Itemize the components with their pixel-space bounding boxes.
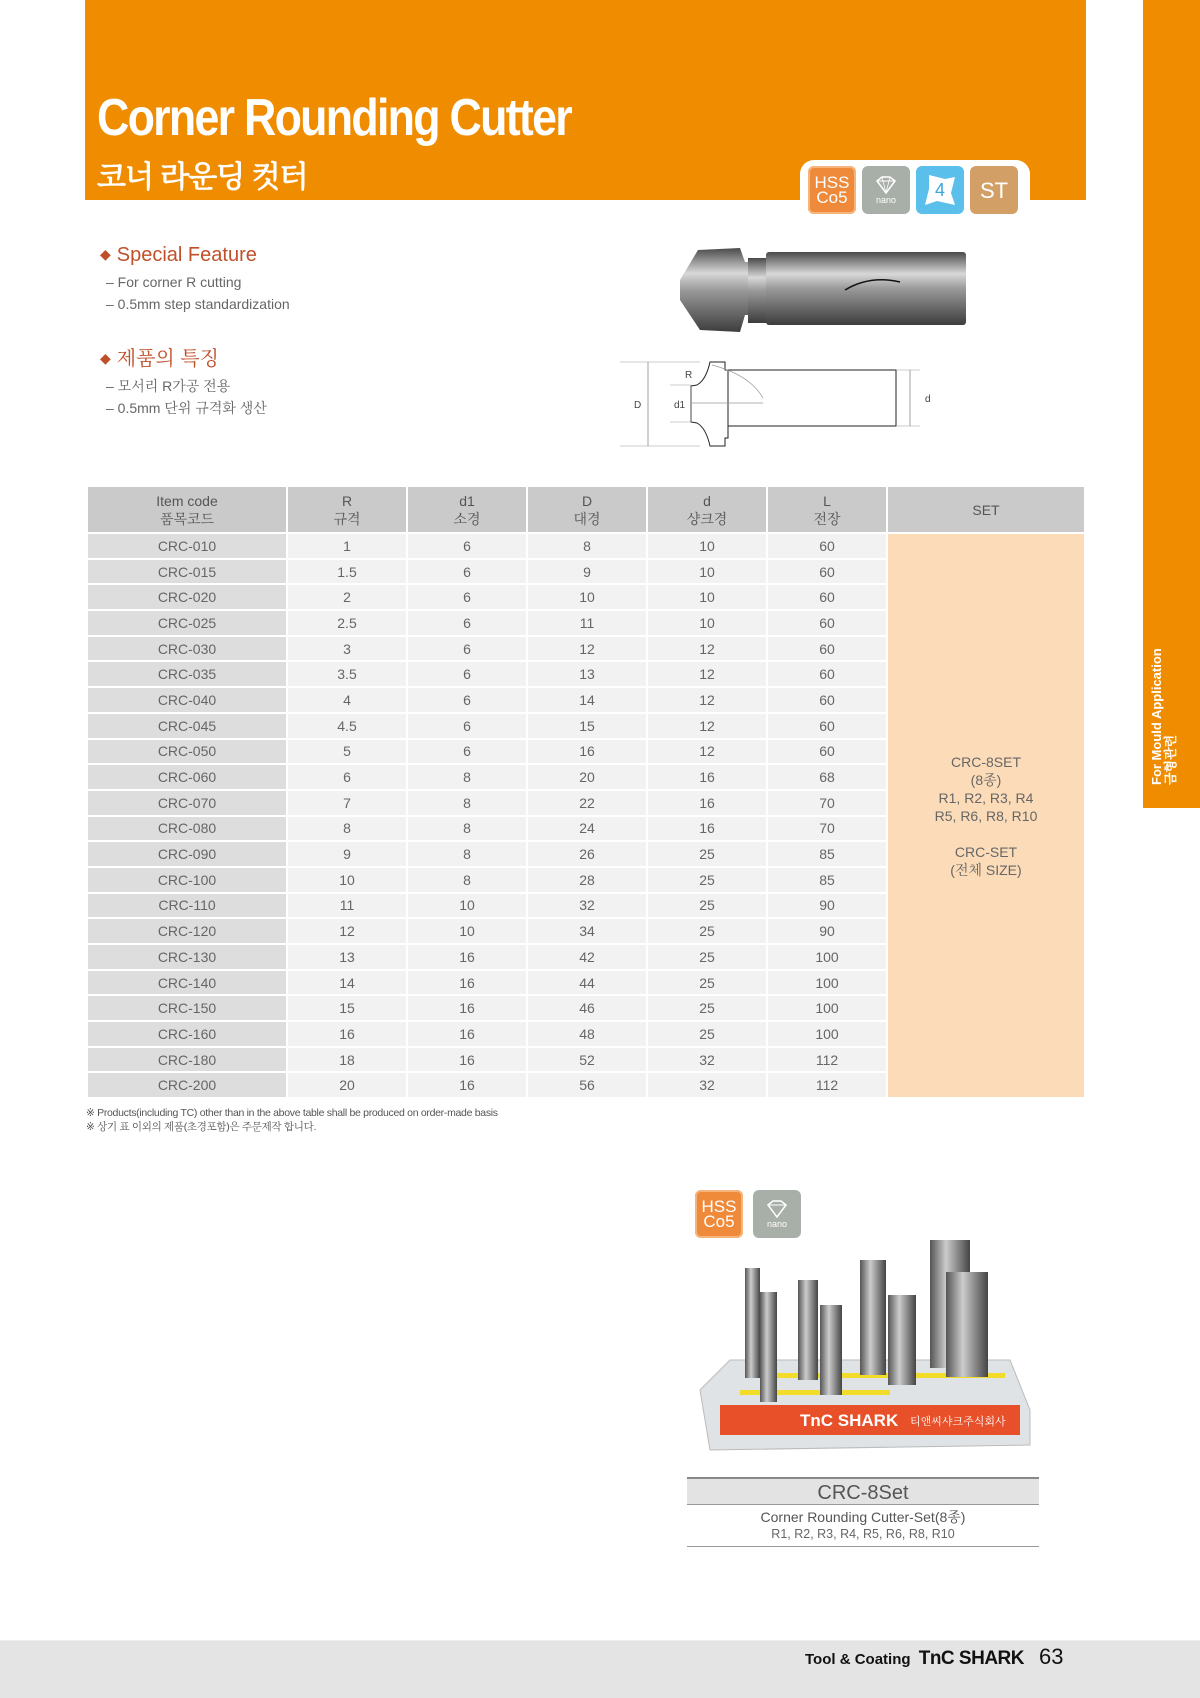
cell-r: 2.5 bbox=[288, 611, 406, 635]
set-info-line2: (8종) bbox=[970, 771, 1002, 788]
cell-item-code: CRC-140 bbox=[88, 971, 286, 995]
set-badge-nano-label: nano bbox=[766, 1218, 788, 1229]
cell-d: 12 bbox=[648, 740, 766, 764]
cell-D: 16 bbox=[528, 740, 646, 764]
cell-d1: 10 bbox=[408, 894, 526, 918]
col-header-set: SET bbox=[888, 487, 1084, 532]
cell-D: 22 bbox=[528, 791, 646, 815]
col-header-L: L 전장 bbox=[768, 487, 886, 532]
feature-heading-ko bbox=[100, 342, 267, 371]
cell-d1: 16 bbox=[408, 1073, 526, 1097]
cell-r: 5 bbox=[288, 740, 406, 764]
cell-L: 60 bbox=[768, 534, 886, 558]
cell-D: 13 bbox=[528, 662, 646, 686]
cell-r: 11 bbox=[288, 894, 406, 918]
cell-d: 25 bbox=[648, 971, 766, 995]
col-header-d: d 샹크경 bbox=[648, 487, 766, 532]
cell-D: 44 bbox=[528, 971, 646, 995]
cell-L: 60 bbox=[768, 637, 886, 661]
cell-item-code: CRC-015 bbox=[88, 560, 286, 584]
cell-d1: 6 bbox=[408, 534, 526, 558]
cell-D: 48 bbox=[528, 1022, 646, 1046]
cell-D: 9 bbox=[528, 560, 646, 584]
cell-d1: 8 bbox=[408, 765, 526, 789]
dim-label-R: R bbox=[685, 370, 693, 381]
dimension-drawing bbox=[620, 360, 1000, 448]
cell-D: 42 bbox=[528, 945, 646, 969]
cell-L: 90 bbox=[768, 919, 886, 943]
set-badge-hss-line1: HSS bbox=[701, 1197, 737, 1216]
cell-D: 14 bbox=[528, 688, 646, 712]
cell-item-code: CRC-035 bbox=[88, 662, 286, 686]
cell-D: 52 bbox=[528, 1048, 646, 1072]
badge-nano-label: nano bbox=[875, 194, 897, 205]
footer-tagline: Tool & Coating bbox=[805, 1651, 911, 1668]
feature-heading-en bbox=[100, 244, 290, 267]
page-subtitle-ko: 코너 라운딩 컷터 bbox=[97, 161, 308, 194]
cell-r: 20 bbox=[288, 1073, 406, 1097]
cell-d: 10 bbox=[648, 585, 766, 609]
side-tab-ko: 금형관련 bbox=[1163, 734, 1178, 785]
cell-L: 100 bbox=[768, 1022, 886, 1046]
cell-D: 15 bbox=[528, 714, 646, 738]
feature-item: – For corner R cutting bbox=[106, 274, 242, 290]
badge-tray bbox=[800, 160, 1030, 220]
cell-L: 60 bbox=[768, 714, 886, 738]
table-header-row bbox=[88, 487, 1084, 532]
cell-d: 12 bbox=[648, 714, 766, 738]
diamond-bullet-icon: ◆ bbox=[100, 350, 111, 366]
set-name: CRC-8Set bbox=[687, 1477, 1039, 1505]
feature-item: – 0.5mm 단위 규격화 생산 bbox=[106, 400, 267, 416]
cell-L: 85 bbox=[768, 868, 886, 892]
cell-D: 56 bbox=[528, 1073, 646, 1097]
cell-D: 34 bbox=[528, 919, 646, 943]
cell-d: 12 bbox=[648, 688, 766, 712]
cell-D: 28 bbox=[528, 868, 646, 892]
cell-d1: 16 bbox=[408, 1048, 526, 1072]
cell-d1: 6 bbox=[408, 714, 526, 738]
set-info-line3: R1, R2, R3, R4 bbox=[938, 789, 1034, 806]
footer-brand-line bbox=[805, 1648, 1024, 1670]
footnotes bbox=[86, 1106, 498, 1134]
cell-item-code: CRC-070 bbox=[88, 791, 286, 815]
cell-r: 6 bbox=[288, 765, 406, 789]
cell-L: 60 bbox=[768, 611, 886, 635]
cell-d1: 6 bbox=[408, 611, 526, 635]
cell-d: 25 bbox=[648, 868, 766, 892]
footer-brand: TnC SHARK bbox=[918, 1648, 1024, 1669]
cell-d1: 6 bbox=[408, 560, 526, 584]
cutter-set-photo bbox=[690, 1240, 1040, 1460]
feature-heading-en-text: Special Feature bbox=[116, 244, 257, 266]
straight-shank-badge-icon bbox=[970, 166, 1018, 214]
cell-item-code: CRC-130 bbox=[88, 945, 286, 969]
cell-item-code: CRC-040 bbox=[88, 688, 286, 712]
set-info-line6: (전체 SIZE) bbox=[950, 861, 1022, 878]
cell-r: 16 bbox=[288, 1022, 406, 1046]
dim-label-d1: d1 bbox=[674, 400, 686, 411]
cutter-product-photo bbox=[670, 240, 970, 335]
set-info-line4: R5, R6, R8, R10 bbox=[934, 807, 1038, 824]
cell-L: 60 bbox=[768, 560, 886, 584]
cell-D: 10 bbox=[528, 585, 646, 609]
cell-d: 25 bbox=[648, 919, 766, 943]
col-header-item-code: Item code 품목코드 bbox=[88, 487, 286, 532]
diamond-bullet-icon: ◆ bbox=[100, 246, 111, 262]
cell-item-code: CRC-180 bbox=[88, 1048, 286, 1072]
hss-co5-badge-icon bbox=[808, 166, 856, 214]
hss-co5-badge-icon bbox=[695, 1190, 743, 1238]
side-tab-label bbox=[1150, 635, 1178, 785]
cell-L: 100 bbox=[768, 971, 886, 995]
cell-D: 8 bbox=[528, 534, 646, 558]
cell-L: 100 bbox=[768, 996, 886, 1020]
cell-d: 25 bbox=[648, 894, 766, 918]
cell-d: 25 bbox=[648, 945, 766, 969]
cell-d: 25 bbox=[648, 1022, 766, 1046]
cell-d1: 6 bbox=[408, 662, 526, 686]
cell-d1: 10 bbox=[408, 919, 526, 943]
cell-item-code: CRC-090 bbox=[88, 842, 286, 866]
cell-L: 112 bbox=[768, 1073, 886, 1097]
spec-table bbox=[86, 485, 1086, 1099]
cell-d: 25 bbox=[648, 842, 766, 866]
cell-item-code: CRC-030 bbox=[88, 637, 286, 661]
cell-d1: 8 bbox=[408, 791, 526, 815]
footnote-ko: ※ 상기 표 이외의 제품(초경포함)은 주문제작 합니다. bbox=[86, 1121, 317, 1133]
cell-d: 12 bbox=[648, 662, 766, 686]
cell-item-code: CRC-050 bbox=[88, 740, 286, 764]
cell-D: 46 bbox=[528, 996, 646, 1020]
cell-d1: 6 bbox=[408, 637, 526, 661]
cell-d: 16 bbox=[648, 791, 766, 815]
cell-d: 10 bbox=[648, 560, 766, 584]
stand-brand: TnC SHARK bbox=[800, 1411, 899, 1430]
cell-item-code: CRC-110 bbox=[88, 894, 286, 918]
cell-d: 16 bbox=[648, 817, 766, 841]
cell-d1: 8 bbox=[408, 817, 526, 841]
cell-D: 20 bbox=[528, 765, 646, 789]
cell-r: 15 bbox=[288, 996, 406, 1020]
special-feature-en bbox=[100, 244, 290, 315]
set-info-line5: CRC-SET bbox=[954, 843, 1018, 860]
cell-d1: 8 bbox=[408, 842, 526, 866]
table-row bbox=[88, 534, 1084, 558]
four-flute-badge-icon bbox=[916, 166, 964, 214]
col-header-r: R 규격 bbox=[288, 487, 406, 532]
nano-coating-badge-icon bbox=[862, 166, 910, 214]
cell-d: 12 bbox=[648, 637, 766, 661]
cell-d: 32 bbox=[648, 1048, 766, 1072]
cell-d1: 6 bbox=[408, 585, 526, 609]
cell-d: 32 bbox=[648, 1073, 766, 1097]
cell-L: 60 bbox=[768, 662, 886, 686]
cell-r: 3 bbox=[288, 637, 406, 661]
dim-label-D: D bbox=[634, 400, 642, 411]
cell-item-code: CRC-020 bbox=[88, 585, 286, 609]
cell-r: 14 bbox=[288, 971, 406, 995]
cell-L: 90 bbox=[768, 894, 886, 918]
cell-r: 3.5 bbox=[288, 662, 406, 686]
diamond-icon bbox=[873, 176, 899, 194]
footnote-en: ※ Products(including TC) other than in the above table shall be produced on order-made basis bbox=[86, 1107, 498, 1119]
cell-L: 85 bbox=[768, 842, 886, 866]
cell-r: 1.5 bbox=[288, 560, 406, 584]
cell-item-code: CRC-045 bbox=[88, 714, 286, 738]
cell-d1: 16 bbox=[408, 996, 526, 1020]
cell-d: 16 bbox=[648, 765, 766, 789]
cell-r: 2 bbox=[288, 585, 406, 609]
nano-coating-badge-icon bbox=[753, 1190, 801, 1238]
cell-L: 60 bbox=[768, 585, 886, 609]
dim-label-d: d bbox=[925, 394, 931, 405]
page-number: 63 bbox=[1039, 1644, 1064, 1669]
badge-flute-count: 4 bbox=[934, 179, 945, 200]
cell-L: 70 bbox=[768, 817, 886, 841]
cell-L: 70 bbox=[768, 791, 886, 815]
cell-item-code: CRC-100 bbox=[88, 868, 286, 892]
col-header-d1: d1 소경 bbox=[408, 487, 526, 532]
cell-d: 10 bbox=[648, 611, 766, 635]
feature-item: – 모서리 R가공 전용 bbox=[106, 378, 231, 394]
cell-L: 112 bbox=[768, 1048, 886, 1072]
cell-D: 12 bbox=[528, 637, 646, 661]
cell-d1: 6 bbox=[408, 688, 526, 712]
cell-d: 10 bbox=[648, 534, 766, 558]
set-caption bbox=[687, 1477, 1039, 1547]
page-title: Corner Rounding Cutter bbox=[97, 89, 571, 147]
col-header-D: D 대경 bbox=[528, 487, 646, 532]
cell-D: 26 bbox=[528, 842, 646, 866]
cell-item-code: CRC-160 bbox=[88, 1022, 286, 1046]
cell-D: 24 bbox=[528, 817, 646, 841]
stand-brand-ko: 티앤씨샤크주식회사 bbox=[910, 1416, 1006, 1428]
diamond-icon bbox=[764, 1200, 790, 1218]
cell-item-code: CRC-025 bbox=[88, 611, 286, 635]
cell-r: 7 bbox=[288, 791, 406, 815]
badge-hss-line1: HSS bbox=[814, 173, 850, 192]
cell-set-info bbox=[888, 534, 1084, 1097]
cell-r: 10 bbox=[288, 868, 406, 892]
special-feature-ko bbox=[100, 342, 267, 419]
cell-D: 11 bbox=[528, 611, 646, 635]
cell-L: 60 bbox=[768, 688, 886, 712]
cell-r: 9 bbox=[288, 842, 406, 866]
feature-heading-ko-text: 제품의 특징 bbox=[116, 348, 219, 370]
cell-r: 13 bbox=[288, 945, 406, 969]
set-info-line1: CRC-8SET bbox=[950, 753, 1021, 770]
cell-item-code: CRC-120 bbox=[88, 919, 286, 943]
cell-d1: 16 bbox=[408, 945, 526, 969]
cell-item-code: CRC-080 bbox=[88, 817, 286, 841]
cell-r: 4 bbox=[288, 688, 406, 712]
cell-r: 4.5 bbox=[288, 714, 406, 738]
cell-r: 18 bbox=[288, 1048, 406, 1072]
cell-L: 60 bbox=[768, 740, 886, 764]
cell-d1: 8 bbox=[408, 868, 526, 892]
cell-D: 32 bbox=[528, 894, 646, 918]
cell-item-code: CRC-060 bbox=[88, 765, 286, 789]
cell-L: 68 bbox=[768, 765, 886, 789]
cell-r: 12 bbox=[288, 919, 406, 943]
cell-item-code: CRC-200 bbox=[88, 1073, 286, 1097]
cell-d: 25 bbox=[648, 996, 766, 1020]
cell-L: 100 bbox=[768, 945, 886, 969]
set-badge-hss-line2: Co5 bbox=[703, 1212, 735, 1231]
cell-item-code: CRC-150 bbox=[88, 996, 286, 1020]
set-sizes: R1, R2, R3, R4, R5, R6, R8, R10 bbox=[687, 1526, 1039, 1547]
badge-st-label: ST bbox=[979, 177, 1009, 203]
cell-d1: 6 bbox=[408, 740, 526, 764]
cell-item-code: CRC-010 bbox=[88, 534, 286, 558]
cell-r: 8 bbox=[288, 817, 406, 841]
set-description: Corner Rounding Cutter-Set(8종) bbox=[760, 1509, 966, 1525]
cell-r: 1 bbox=[288, 534, 406, 558]
badge-hss-line2: Co5 bbox=[816, 188, 848, 207]
cell-d1: 16 bbox=[408, 971, 526, 995]
side-tab-en: For Mould Application bbox=[1149, 648, 1164, 785]
feature-item: – 0.5mm step standardization bbox=[106, 296, 290, 312]
cell-d1: 16 bbox=[408, 1022, 526, 1046]
